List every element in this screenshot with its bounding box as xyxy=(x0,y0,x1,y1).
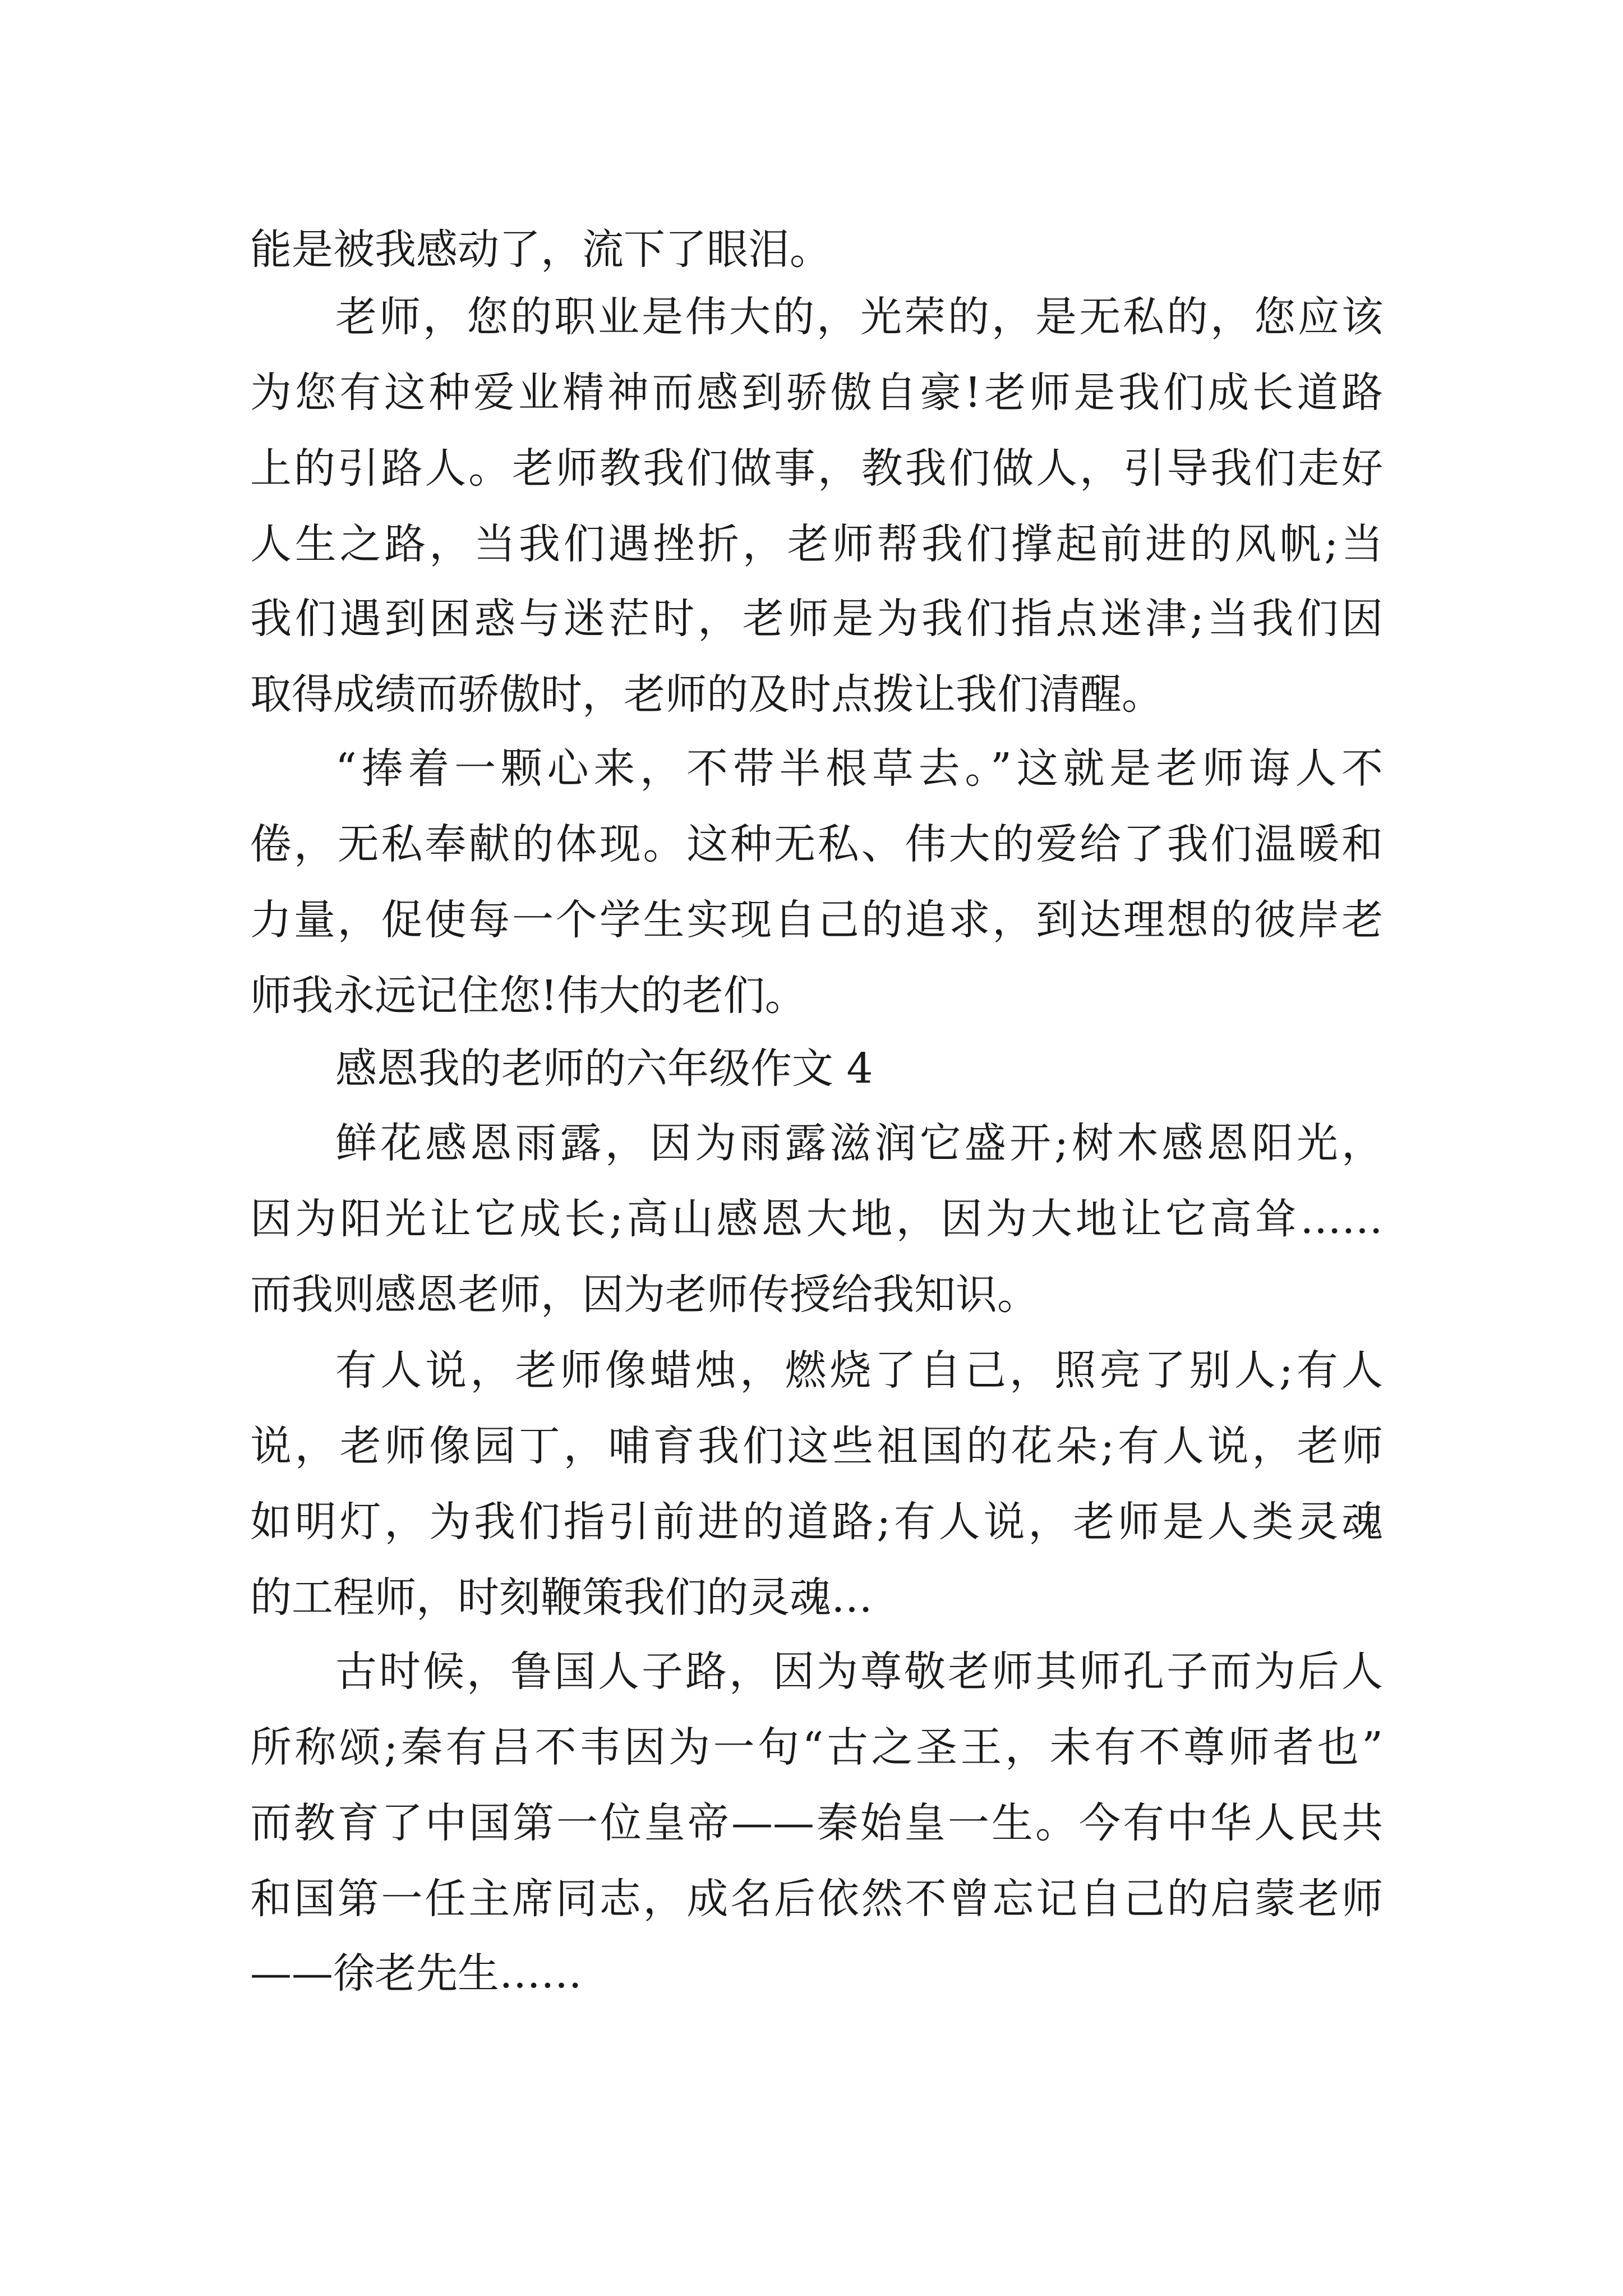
text-line: 而我则感恩老师，因为老师传授给我知识。 xyxy=(250,1271,1039,1319)
text-line: 所称颂;秦有吕不韦因为一句“古之圣王，未有不尊师者也” xyxy=(250,1723,1383,1772)
text-line: 和国第一任主席同志，成名后依然不曾忘记自己的启蒙老师 xyxy=(250,1875,1383,1923)
section-heading: 感恩我的老师的六年级作文 4 xyxy=(335,1045,873,1093)
text-line: 力量，促使每一个学生实现自己的追求，到达理想的彼岸老 xyxy=(250,896,1383,944)
text-line: 人生之路，当我们遇挫折，老师帮我们撑起前进的风帆;当 xyxy=(250,520,1383,568)
text-line: 我们遇到困惑与迷茫时，老师是为我们指点迷津;当我们因 xyxy=(250,595,1383,643)
text-line: 的工程师，时刻鞭策我们的灵魂… xyxy=(250,1573,873,1622)
text-line: ——徐老先生…… xyxy=(250,1949,582,1998)
paragraph-first-line: 鲜花感恩雨露，因为雨露滋润它盛开;树木感恩阳光， xyxy=(335,1119,1383,1167)
text-line: 取得成绩而骄傲时，老师的及时点拨让我们清醒。 xyxy=(250,670,1163,719)
text-line: 为您有这种爱业精神而感到骄傲自豪!老师是我们成长道路 xyxy=(250,369,1383,417)
paragraph-first-line: 老师，您的职业是伟大的，光荣的，是无私的，您应该 xyxy=(335,293,1383,341)
paragraph-first-line: 有人说，老师像蜡烛，燃烧了自己，照亮了别人;有人 xyxy=(335,1346,1383,1395)
text-line: 而教育了中国第一位皇帝——秦始皇一生。今有中华人民共 xyxy=(250,1799,1383,1847)
text-line: 如明灯，为我们指引前进的道路;有人说，老师是人类灵魂 xyxy=(250,1498,1383,1546)
text-line: 说，老师像园丁，哺育我们这些祖国的花朵;有人说，老师 xyxy=(250,1422,1383,1470)
text-line: 能是被我感动了，流下了眼泪。 xyxy=(250,226,831,274)
paragraph-first-line: 古时候，鲁国人子路，因为尊敬老师其师孔子而为后人 xyxy=(335,1648,1383,1696)
text-line: 因为阳光让它成长;高山感恩大地，因为大地让它高耸…… xyxy=(250,1195,1383,1243)
text-line: 上的引路人。老师教我们做事，教我们做人，引导我们走好 xyxy=(250,444,1383,493)
text-line: 师我永远记住您!伟大的老们。 xyxy=(250,972,806,1020)
paragraph-first-line: “捧着一颗心来，不带半根草去。”这就是老师诲人不 xyxy=(335,744,1383,793)
text-line: 倦，无私奉献的体现。这种无私、伟大的爱给了我们温暖和 xyxy=(250,820,1383,868)
